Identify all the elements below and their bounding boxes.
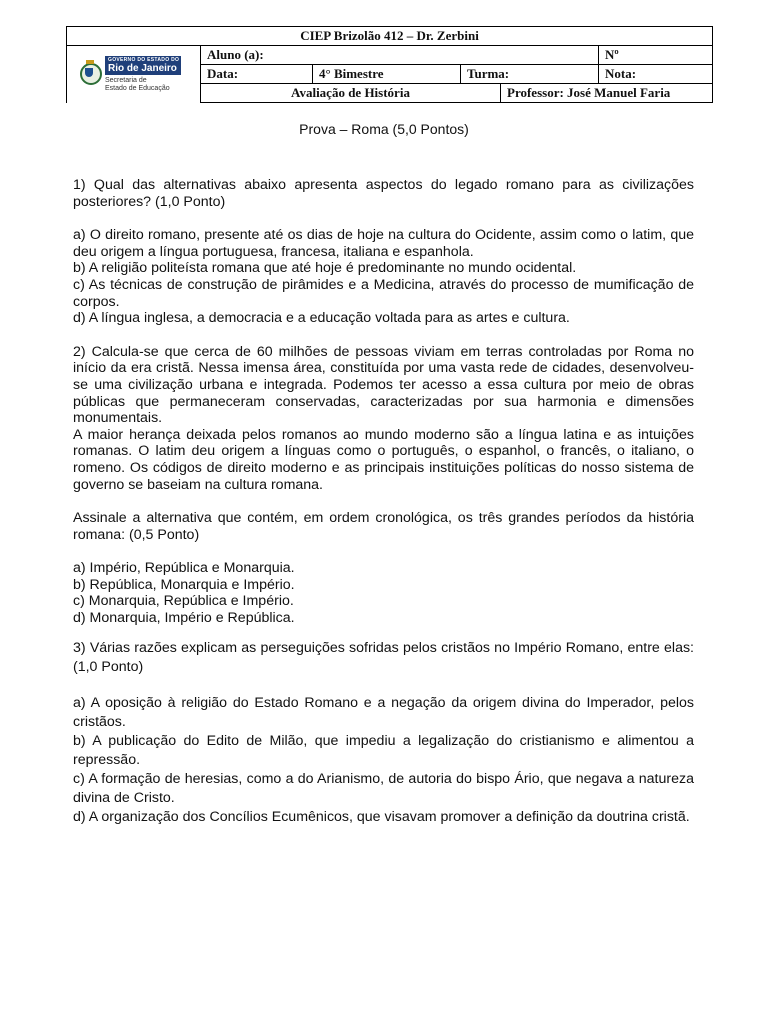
date-field[interactable]: Data: — [201, 65, 313, 84]
teacher-label: Professor: José Manuel Faria — [501, 84, 713, 103]
state-seal-icon — [79, 60, 101, 88]
q2-option-d: d) Monarquia, Império e República. — [73, 610, 295, 627]
logo-cell — [67, 46, 201, 103]
class-field[interactable]: Turma: — [461, 65, 599, 84]
question-3: 3) Várias razões explicam as perseguições sofridas pelos cristãos no Império Romano, entre elas: (1,0 Ponto) — [73, 639, 694, 675]
student-name-field[interactable]: Aluno (a): — [201, 46, 599, 65]
school-name: CIEP Brizolão 412 – Dr. Zerbini — [67, 27, 713, 46]
q2-option-a: a) Império, República e Monarquia. — [73, 560, 295, 577]
rio-de-janeiro-logo — [67, 47, 200, 101]
logo-secretaria-2: Estado de Educação — [105, 84, 170, 92]
exam-content — [73, 177, 694, 827]
q1-option-c: c) As técnicas de construção de pirâmides e a Medicina, através do processo de mumificação de corpos. — [73, 276, 694, 310]
q3-option-a: a) A oposição à religião do Estado Romano e a negação da origem divina do Imperador, pelos cristãos. — [73, 694, 694, 730]
q1-option-d: d) A língua inglesa, a democracia e a educação voltada para as artes e cultura. — [73, 310, 570, 327]
exam-title: Prova – Roma (5,0 Pontos) — [299, 121, 469, 137]
q2-option-c: c) Monarquia, República e Império. — [73, 593, 294, 610]
q3-option-d: d) A organização dos Concílios Ecumênicos, que visavam promover a definição da doutrina cristã. — [73, 808, 690, 825]
assessment-label: Avaliação de História — [201, 84, 501, 103]
q1-option-a: a) O direito romano, presente até os dias de hoje na cultura do Ocidente, assim como o latim, que deu origem a língua portuguesa, francesa, italiana e espanhola. — [73, 227, 694, 260]
q1-option-b: b) A religião politeísta romana que até hoje é predominante no mundo ocidental. — [73, 260, 577, 277]
student-number-field[interactable]: Nº — [599, 46, 713, 65]
question-2: Assinale a alternativa que contém, em ordem cronológica, os três grandes períodos da história romana: (0,5 Ponto) — [73, 510, 694, 543]
grade-field[interactable]: Nota: — [599, 65, 713, 84]
q3-option-b: b) A publicação do Edito de Milão, que impediu a legalização do cristianismo e alimentou a repressão. — [73, 732, 694, 768]
logo-secretaria-1: Secretaria de — [105, 76, 147, 84]
q3-option-c: c) A formação de heresias, como a do Arianismo, de autoria do bispo Ário, que negava a natureza divina de Cristo. — [73, 770, 694, 806]
logo-state-text: Rio de Janeiro — [108, 62, 177, 74]
question-1: 1) Qual das alternativas abaixo apresenta aspectos do legado romano para as civilizações posteriores? (1,0 Ponto) — [73, 177, 694, 210]
question-2-text-2: A maior herança deixada pelos romanos ao mundo moderno são a língua latina e as intuições romanas. O latim deu origem a línguas como o português, o espanhol, o francês, o italiano, o romeno. Os códigos de direito moderno e as principais instituições políticas do nosso sistema de governo se baseiam na cultura romana. — [73, 426, 694, 493]
question-2-text-1: 2) Calcula-se que cerca de 60 milhões de pessoas viviam em terras controladas por Roma no início da era cristã. Nessa imensa área, constituída por uma vasta rede de cidades, desenvolveu-se uma civilização urbana e integrada. Podemos ter acesso a essa cultura por meio de obras públicas que permaneceram conservadas, caracterizadas por sua harmonia e dimensões monumentais. — [73, 343, 694, 427]
header-table — [66, 26, 713, 103]
q2-option-b: b) República, Monarquia e Império. — [73, 576, 295, 593]
bimester-label: 4° Bimestre — [313, 65, 461, 84]
exam-header — [66, 26, 712, 103]
logo-gov-text: GOVERNO DO ESTADO DO — [108, 56, 180, 63]
